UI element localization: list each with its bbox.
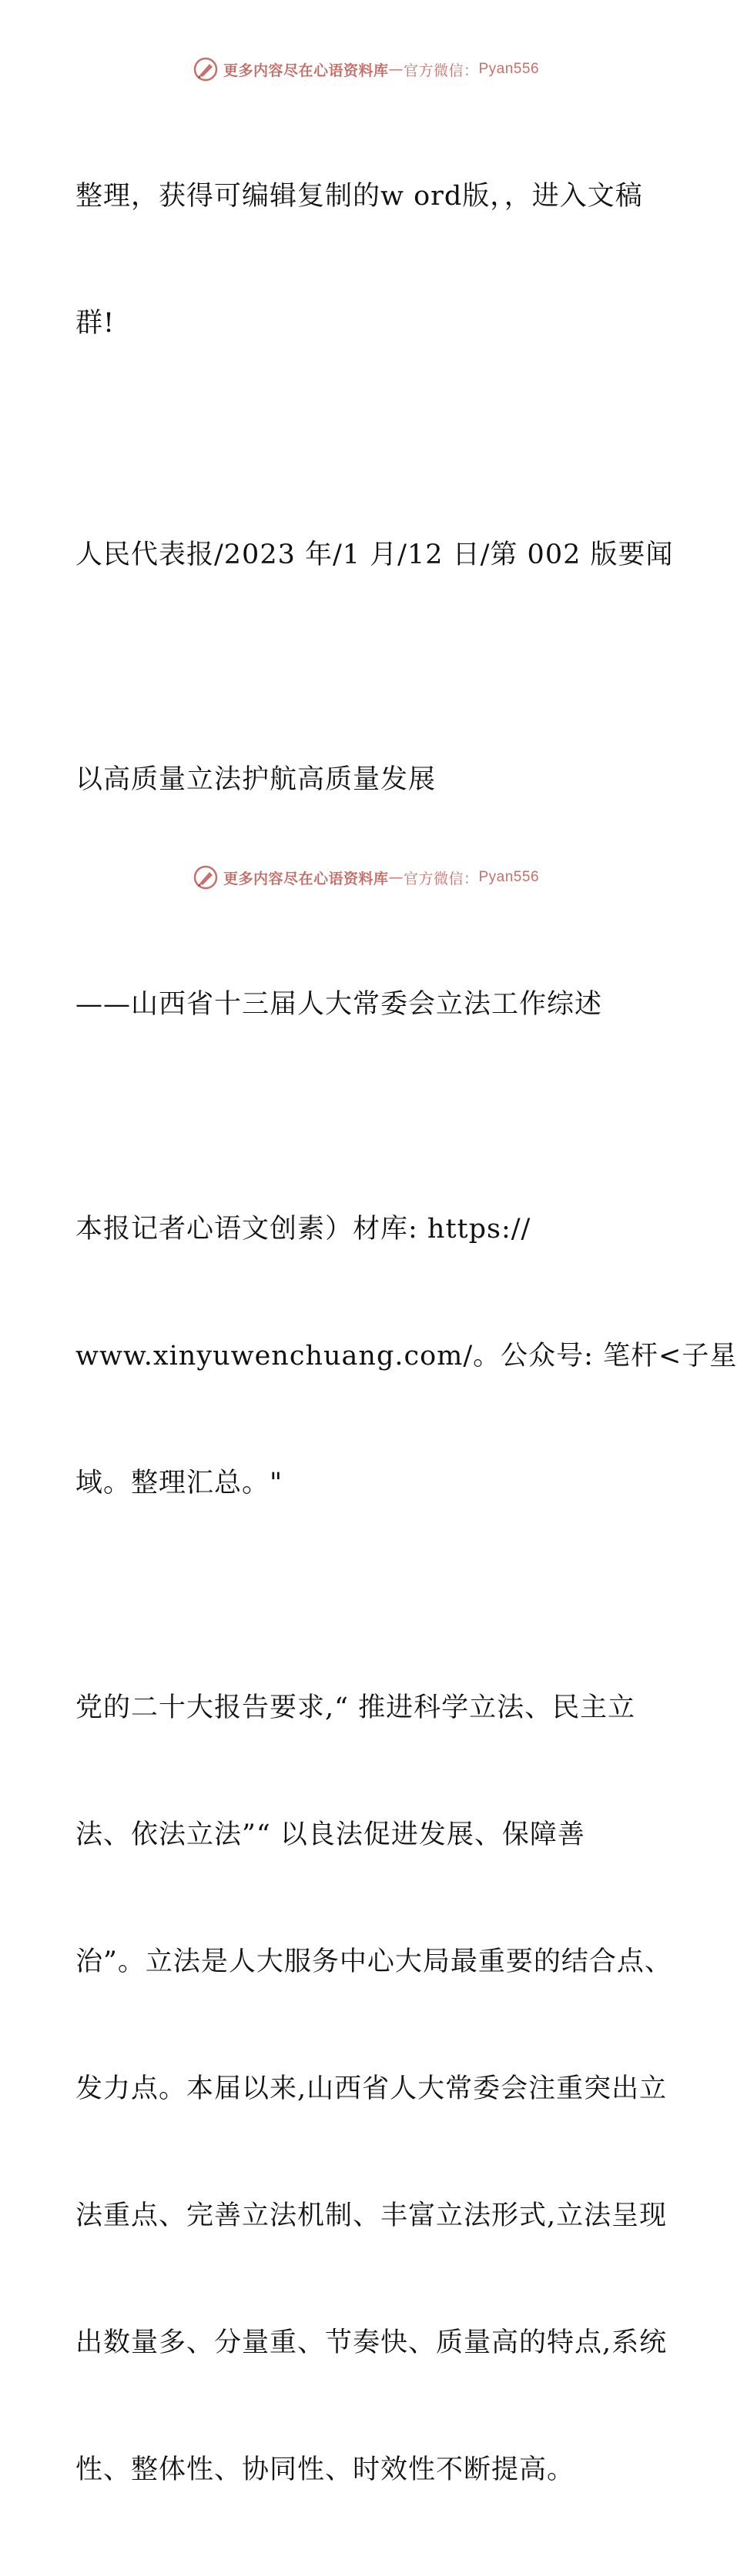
notice-paragraph bbox=[75, 1124, 737, 1589]
source-text: 人民代表报/2023 年/1 月/12 日/第 002 版要闻 bbox=[75, 540, 674, 570]
notice-line: www.xinyuwenchuang.com/。公众号: 笔杆<子星 bbox=[75, 1341, 737, 1372]
banner-wechat-label: 官方微信： bbox=[403, 870, 479, 887]
banner-separator: — bbox=[388, 61, 404, 78]
pen-nib-logo-icon bbox=[193, 864, 219, 890]
notice-line: 域。整理汇总。" bbox=[75, 1468, 283, 1498]
document-body bbox=[75, 91, 737, 2576]
banner-separator: — bbox=[388, 869, 404, 886]
article-subtitle-text: ——山西省十三届人大常委会立法工作综述 bbox=[75, 989, 603, 1020]
notice-line: 本报记者心语文创素）材库: https:// bbox=[75, 1214, 531, 1245]
footer-watermark-banner bbox=[0, 862, 732, 893]
banner-wechat-label: 官方微信： bbox=[403, 62, 479, 79]
body-paragraph bbox=[75, 1602, 672, 2576]
header-watermark-banner bbox=[0, 54, 732, 85]
article-title-text: 以高质量立法护航高质量发展 bbox=[75, 764, 437, 795]
body-line: 法、依法立法”“ 以良法促进发展、保障善 bbox=[75, 1819, 585, 1850]
intro-line: 群! bbox=[75, 308, 116, 339]
banner-wechat-id: Pyan556 bbox=[478, 869, 540, 885]
article-title bbox=[75, 674, 661, 886]
banner-wechat-id: Pyan556 bbox=[478, 61, 540, 77]
body-line: 出数量多、分量重、节奏快、质量高的特点,系统 bbox=[75, 2327, 668, 2358]
body-line: 性、整体性、协同性、时效性不断提高。 bbox=[75, 2454, 575, 2485]
banner-main-text: 更多内容尽在心语资料库 bbox=[223, 870, 389, 887]
intro-paragraph bbox=[75, 91, 661, 429]
pen-nib-logo-icon bbox=[193, 56, 219, 82]
banner-main-text: 更多内容尽在心语资料库 bbox=[223, 62, 389, 79]
source-line bbox=[75, 449, 674, 661]
body-line: 发力点。本届以来,山西省人大常委会注重突出立 bbox=[75, 2073, 668, 2104]
body-line: 党的二十大报告要求,“ 推进科学立法、民主立 bbox=[75, 1692, 636, 1723]
body-line: 法重点、完善立法机制、丰富立法形式,立法呈现 bbox=[75, 2200, 668, 2231]
body-line: 治”。立法是人大服务中心大局最重要的结合点、 bbox=[75, 1946, 672, 1977]
intro-line: 整理，获得可编辑复制的w ord版，，进入文稿 bbox=[75, 181, 643, 212]
article-subtitle bbox=[75, 899, 661, 1111]
